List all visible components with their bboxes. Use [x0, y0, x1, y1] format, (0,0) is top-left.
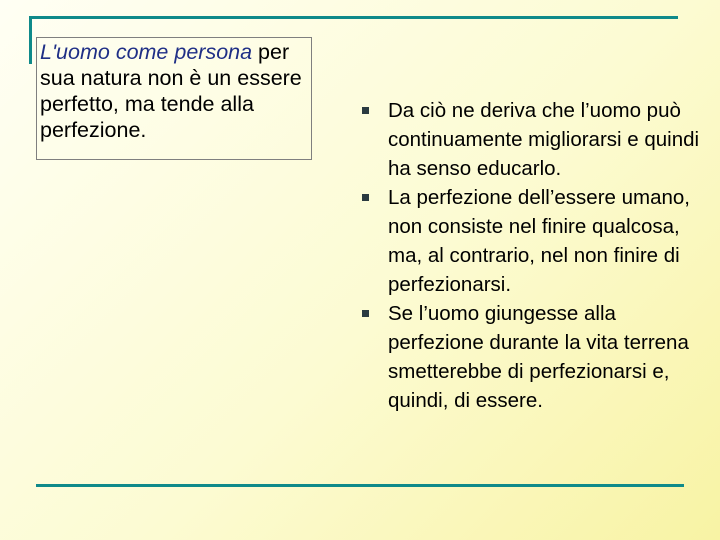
bottom-accent-rule — [36, 484, 684, 487]
bullet-item — [358, 183, 703, 299]
title-text — [40, 39, 308, 143]
top-accent-rule — [29, 16, 678, 19]
bullet-text: Se l’uomo giungesse alla perfezione durante la vita terrena smetterebbe di perfezionarsi e, quindi, di essere. — [388, 302, 689, 412]
title-emphasis: L'uomo come persona — [40, 40, 253, 64]
bullet-text: La perfezione dell’essere umano, non consiste nel finire qualcosa, ma, al contrario, nel non finire di perfezionarsi. — [388, 186, 690, 296]
square-bullet-icon — [362, 310, 369, 317]
bullet-item — [358, 299, 703, 415]
bullet-item — [358, 96, 703, 183]
title-box — [36, 37, 312, 160]
square-bullet-icon — [362, 107, 369, 114]
square-bullet-icon — [362, 194, 369, 201]
title-rest: per sua natura non è un essere perfetto, ma tende alla perfezione. — [40, 40, 302, 142]
bullet-text: Da ciò ne deriva che l’uomo può continuamente migliorarsi e quindi ha senso educarlo. — [388, 99, 700, 180]
bullet-list — [358, 96, 703, 415]
left-accent-rule — [29, 16, 32, 64]
